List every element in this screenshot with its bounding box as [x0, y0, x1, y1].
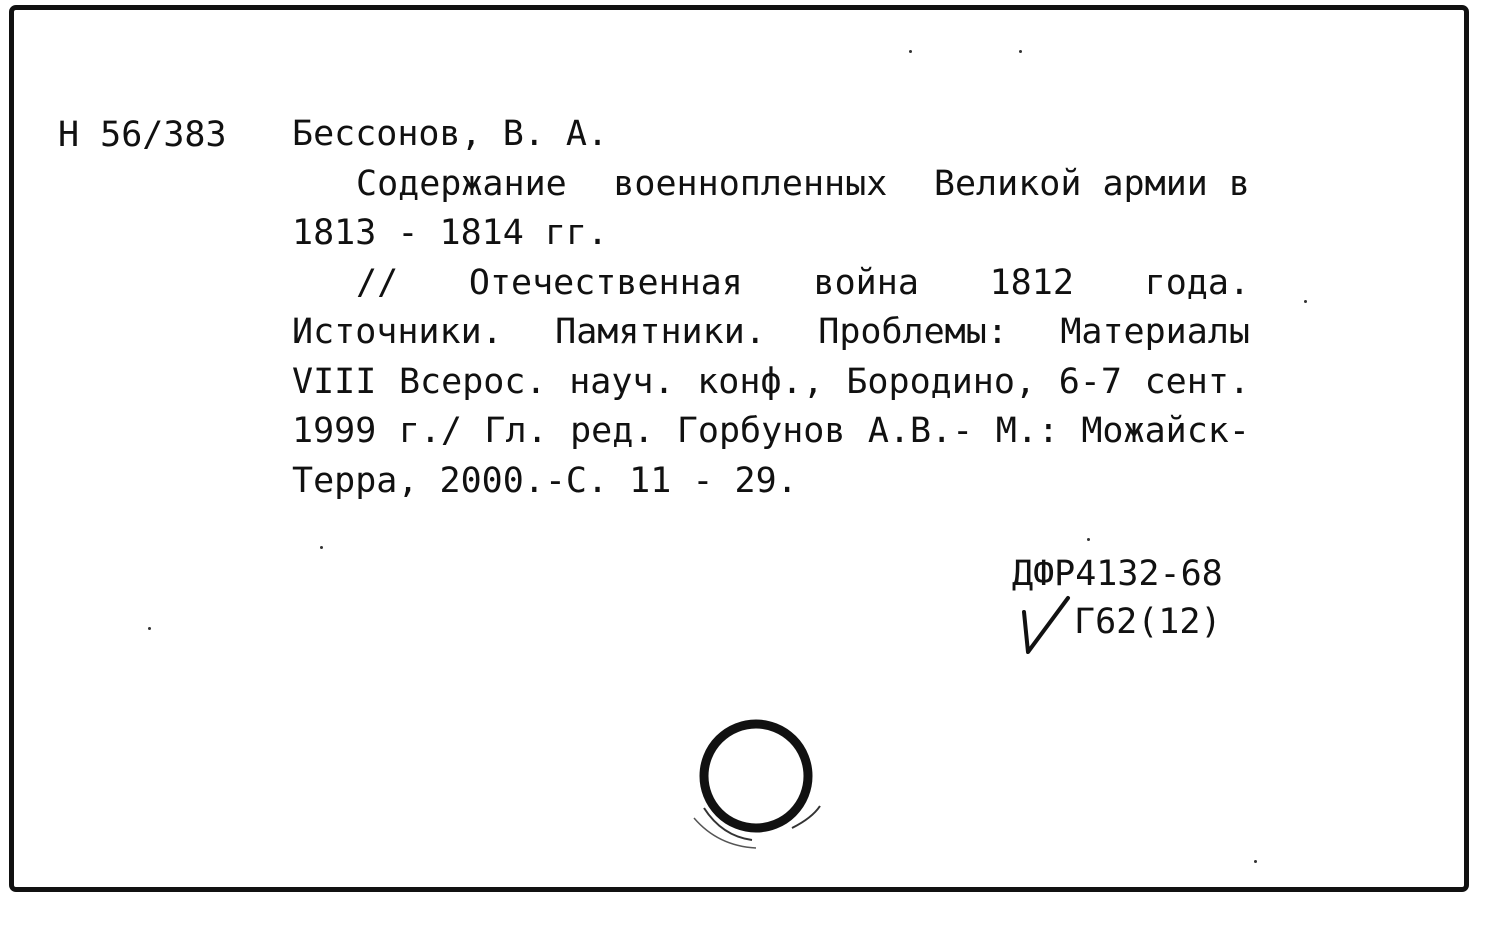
source-line-4: [292, 407, 1250, 457]
source-word: Можайск-: [1081, 411, 1250, 451]
shelf-mark: Н 56/383: [58, 115, 227, 155]
punch-hole-icon: [682, 718, 832, 858]
source-word: ред.: [570, 411, 655, 451]
source-word: Памятники.: [555, 312, 766, 352]
source-word: Отечественная: [468, 262, 743, 303]
code-1: ДФР4132-68: [1012, 554, 1223, 594]
title-line-2: 1813 - 1814 гг.: [292, 213, 609, 253]
speck: [1087, 538, 1090, 541]
speck: [1254, 860, 1257, 863]
source-word: 1999: [292, 411, 377, 451]
source-word: М.:: [995, 411, 1059, 451]
source-word: Проблемы:: [818, 312, 1008, 352]
source-line-2: [292, 308, 1250, 358]
source-line-5: Терра, 2000.-С. 11 - 29.: [292, 460, 798, 501]
source-word: 6-7: [1058, 361, 1122, 402]
source-word: Горбунов: [676, 411, 846, 451]
source-word: Всерос.: [398, 361, 547, 402]
check-mark-icon: [1016, 590, 1086, 660]
source-word: сент.: [1144, 361, 1250, 402]
speck: [320, 546, 323, 549]
source-word: Гл.: [484, 411, 548, 451]
speck: [1019, 50, 1022, 53]
title-line-1: [292, 160, 1250, 210]
source-word: Материалы: [1060, 312, 1250, 352]
catalog-card: [9, 5, 1469, 892]
title-word: Содержание: [356, 163, 567, 204]
title-word: Великой армии в: [933, 163, 1250, 204]
source-word: Источники.: [292, 312, 503, 352]
source-line-3: [292, 358, 1250, 408]
speck: [1304, 300, 1307, 303]
speck: [909, 50, 912, 53]
source-word: конф.,: [697, 361, 824, 402]
source-word: VIII: [292, 361, 377, 402]
source-word: 1812: [989, 262, 1074, 303]
source-word: //: [356, 262, 399, 303]
title-word: военнопленных: [613, 163, 888, 204]
author: Бессонов, В. А.: [292, 114, 609, 154]
source-word: г./: [398, 411, 462, 451]
source-word: А.В.-: [867, 411, 974, 451]
code-2: Г62(12): [1074, 602, 1222, 642]
speck: [148, 627, 151, 630]
source-word: года.: [1144, 262, 1250, 303]
source-line-1: [292, 259, 1250, 309]
source-word: науч.: [569, 361, 675, 402]
source-word: война: [813, 262, 919, 303]
source-word: Бородино,: [846, 361, 1037, 402]
bibliographic-entry: [292, 110, 1250, 506]
